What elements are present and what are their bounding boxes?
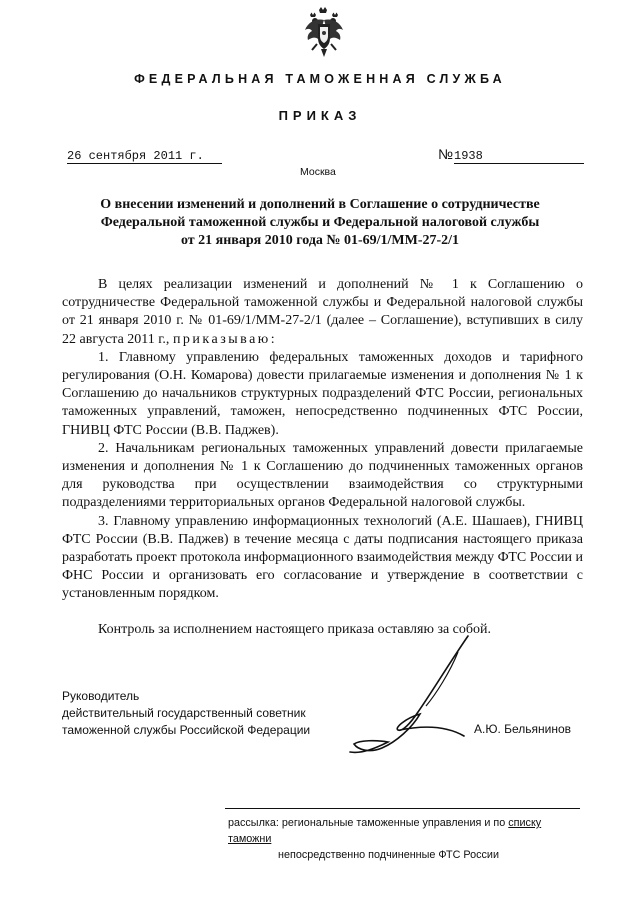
document-type: ПРИКАЗ [278,108,362,123]
intro-text: В целях реализации изменений и дополнений № 1 к Соглашению о сотрудничестве Федеральной таможенной службы и Федеральной налоговой службы от 21 января 2010 г. № 01-69/1/ММ-27-2/1 (далее – Соглашение), вступивших в силу 22 августа 2011 г., [62,277,583,347]
signer-name: А.Ю. Бельянинов [474,722,572,736]
control-clause: Контроль за исполнением настоящего приказа оставляю за собой. [98,622,492,637]
subject-line: Федеральной таможенной службы и Федеральной налоговой службы [100,215,540,230]
order-item-2: 2. Начальникам региональных таможенных управлений довести прилагаемые изменения и дополнения № 1 к Соглашению до подчиненных таможенных органов для руководства при осуществлении взаимодействия со структурными подразделениями территориальных органов Федеральной налоговой службы. [62,440,583,511]
distribution-list-link[interactable]: списку таможни [228,817,542,845]
order-subject [70,196,570,250]
signatory-title [62,688,352,739]
signatory-title-line: действительный государственный советник [62,706,306,720]
agency-name: ФЕДЕРАЛЬНАЯ ТАМОЖЕННАЯ СЛУЖБА [134,72,506,86]
number-sign: № [438,146,454,162]
signatory-title-line: Руководитель [62,689,140,703]
order-body [62,276,583,604]
distribution-divider [225,808,580,809]
handwritten-signature [340,632,480,762]
coat-of-arms-icon [304,6,344,58]
order-item-1: 1. Главному управлению федеральных таможенных доходов и тарифного регулирования (О.Н. Комарова) довести прилагаемые изменения и дополнения № 1 к Соглашению до начальников структурных подразделений ФТС России, региональных таможенных управлений, таможен, непосредственно подчиненных ФТС России, ГНИВЦ ФТС России (В.В. Паджев). [62,349,583,438]
order-item-3: 3. Главному управлению информационных технологий (А.Е. Шашаев), ГНИВЦ ФТС России (В.В. Паджев) в течение месяца с даты подписания настоящего приказа разработать проект протокола информационного взаимодействия между ФТС России и ФНС России и организовать его согласование и утверждение в соответствии с установленным порядком. [62,513,583,602]
distribution-note [228,815,580,863]
order-number: 1938 [454,150,584,164]
distribution-text: непосредственно подчиненные ФТС России [278,849,499,861]
city: Москва [300,166,336,178]
order-word: приказываю: [172,331,278,347]
subject-line: О внесении изменений и дополнений в Соглашение о сотрудничестве [100,197,540,212]
subject-line: от 21 января 2010 года № 01-69/1/ММ-27-2/1 [180,233,460,248]
order-date: 26 сентября 2011 г. [67,149,222,164]
intro-paragraph [62,276,583,349]
signatory-title-line: таможенной службы Российской Федерации [62,723,311,737]
distribution-text: рассылка: региональные таможенные управления и по [228,817,506,829]
